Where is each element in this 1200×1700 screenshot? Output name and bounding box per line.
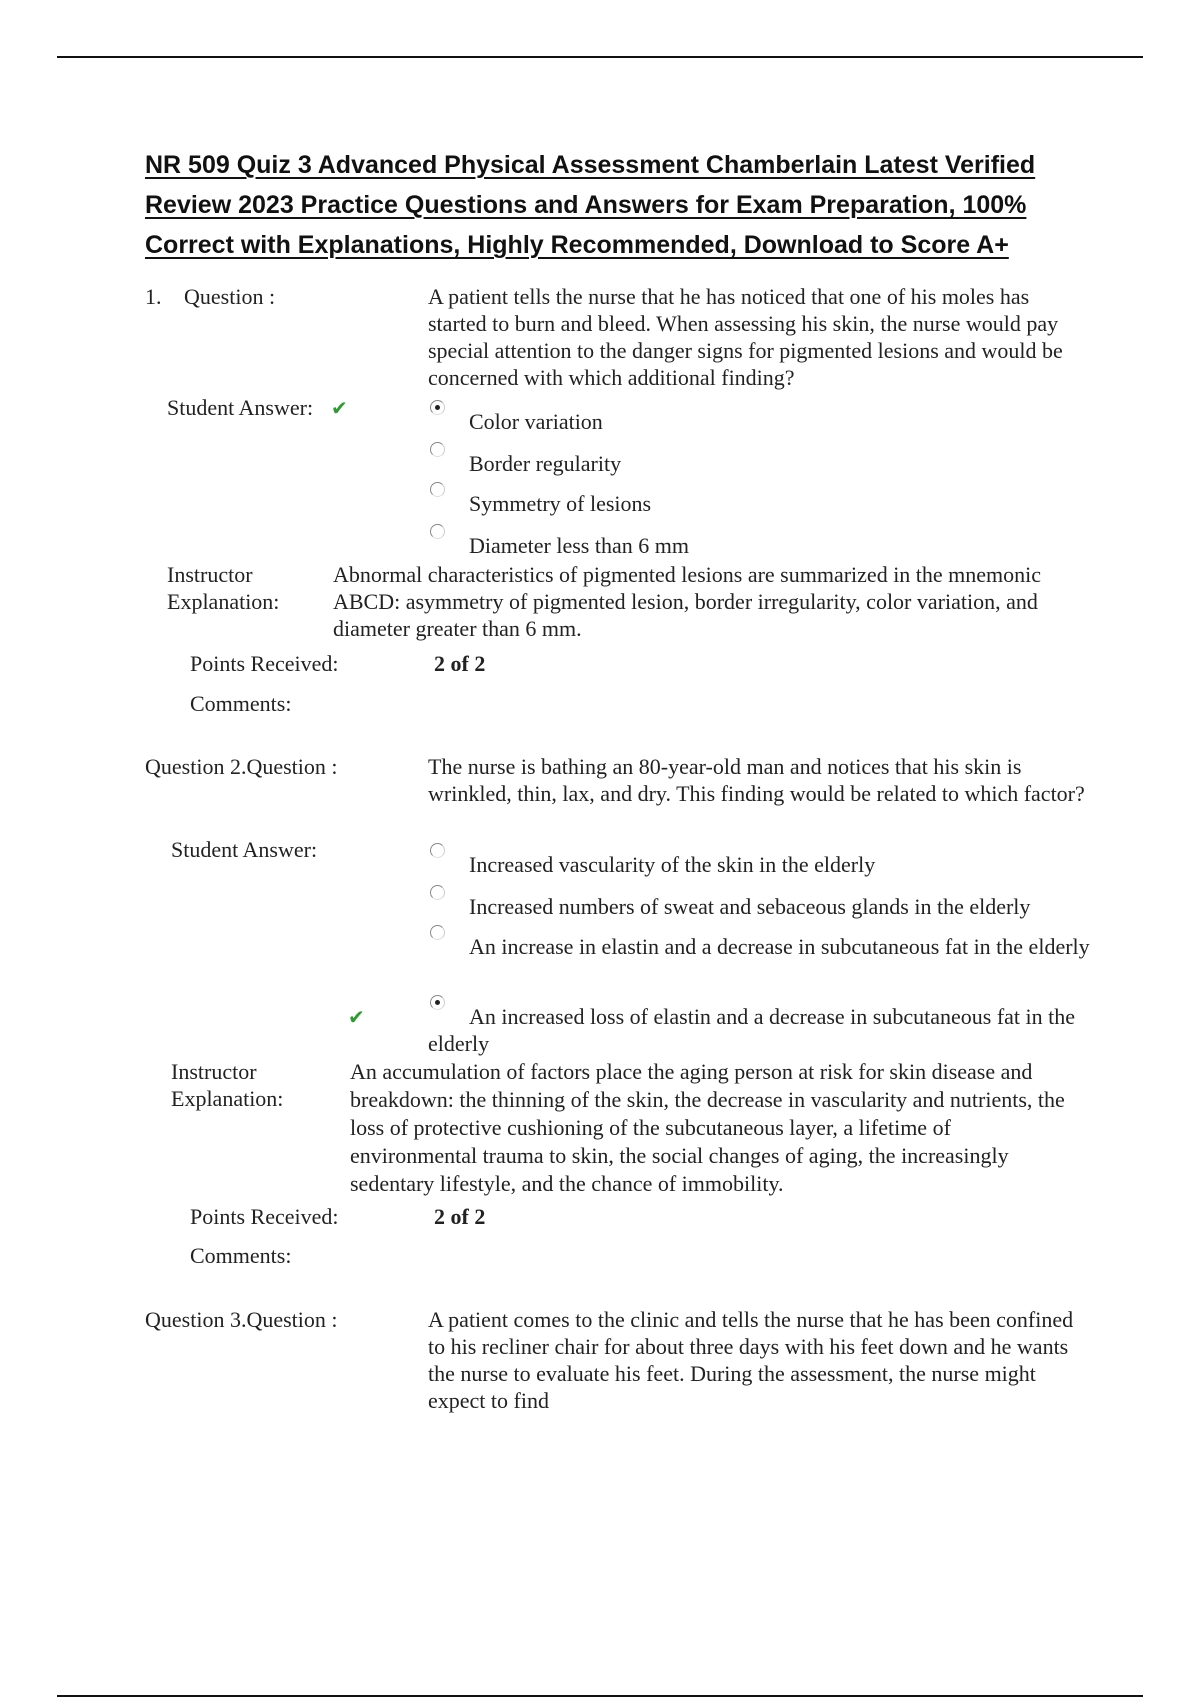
explanation-label: Explanation:	[171, 1086, 284, 1111]
q1-option-1-text: Color variation	[469, 409, 603, 434]
document-title	[145, 145, 1105, 265]
q2-label: Question 2.Question :	[145, 754, 338, 779]
q1-comments-label: Comments:	[190, 691, 292, 716]
q2-option-3-text: An increase in elastin and a decrease in subcutaneous fat in the elderly	[469, 934, 1090, 959]
explanation-label: Explanation:	[167, 589, 280, 614]
q2-option-4-text: An increased loss of elastin and a decrease in subcutaneous fat in the elderly	[428, 1004, 1076, 1056]
q2-explanation-text: An accumulation of factors place the aging person at risk for skin disease and breakdown: the thinning of the skin, the decrease in vascularity and nutrients, the loss of protective cushioning of the subcutaneous layer, a lifetime of environmental trauma to skin, the social changes of aging, the increasingly sedentary lifestyle, and the chance of immobility.	[350, 1059, 1065, 1196]
q2-option-2-text: Increased numbers of sweat and sebaceous glands in the elderly	[469, 894, 1031, 919]
radio-selected-icon[interactable]	[430, 400, 445, 415]
q1-points-label: Points Received:	[190, 651, 339, 676]
radio-icon[interactable]	[430, 482, 445, 497]
q2-points-value: 2 of 2	[434, 1204, 486, 1229]
title-line-3: Correct with Explanations, Highly Recommended, Download to Score A+	[145, 231, 1009, 259]
radio-icon[interactable]	[430, 843, 445, 858]
q1-explanation-text: Abnormal characteristics of pigmented lesions are summarized in the mnemonic ABCD: asymmetry of pigmented lesion, border irregularity, color variation, and diameter greater than 6 mm.	[333, 562, 1042, 641]
instructor-label: Instructor	[171, 1059, 257, 1084]
q1-option-2-text: Border regularity	[469, 451, 622, 476]
q2-option-1[interactable]	[428, 851, 1098, 878]
radio-selected-icon[interactable]	[430, 995, 445, 1010]
top-rule	[57, 56, 1143, 58]
q1-label: Question :	[184, 284, 276, 309]
q1-option-3[interactable]	[428, 490, 1098, 517]
q1-number: 1.	[145, 284, 162, 309]
radio-icon[interactable]	[430, 885, 445, 900]
q3-label: Question 3.Question :	[145, 1307, 338, 1332]
q1-instructor-label	[167, 561, 279, 615]
bottom-rule	[57, 1695, 1143, 1697]
radio-icon[interactable]	[430, 524, 445, 539]
q2-student-answer-label: Student Answer:	[171, 837, 318, 862]
q1-student-answer-label: Student Answer:	[167, 395, 314, 420]
q2-option-1-text: Increased vascularity of the skin in the elderly	[469, 852, 876, 877]
q1-points-value: 2 of 2	[434, 651, 486, 676]
q2-question-text: The nurse is bathing an 80-year-old man and notices that his skin is wrinkled, thin, lax, and dry. This finding would be related to which factor?	[428, 754, 1085, 806]
q1-option-2[interactable]	[428, 450, 1098, 477]
q1-option-1[interactable]	[428, 408, 1098, 435]
q2-correct-check-icon: ✔	[348, 1005, 365, 1029]
q2-option-4[interactable]	[428, 1003, 1098, 1057]
q2-option-3[interactable]	[428, 933, 1098, 960]
instructor-label: Instructor	[167, 562, 253, 587]
title-line-2: Review 2023 Practice Questions and Answers for Exam Preparation, 100%	[145, 191, 1027, 219]
q1-correct-check-icon: ✔	[331, 396, 348, 420]
q2-comments-label: Comments:	[190, 1243, 292, 1268]
q3-question-text: A patient comes to the clinic and tells the nurse that he has been confined to his recliner chair for about three days with his feet down and he wants the nurse to evaluate his feet. During the assessment, the nurse might expect to find	[428, 1307, 1074, 1413]
q1-option-4[interactable]	[428, 532, 1098, 559]
q1-option-3-text: Symmetry of lesions	[469, 491, 652, 516]
q2-instructor-label	[171, 1058, 283, 1112]
q1-question-text: A patient tells the nurse that he has noticed that one of his moles has started to burn and bleed. When assessing his skin, the nurse would pay special attention to the danger signs for pigmented lesions and would be concerned with which additional finding?	[428, 284, 1063, 390]
q1-option-4-text: Diameter less than 6 mm	[469, 533, 689, 558]
q2-points-label: Points Received:	[190, 1204, 339, 1229]
radio-icon[interactable]	[430, 442, 445, 457]
title-line-1: NR 509 Quiz 3 Advanced Physical Assessment Chamberlain Latest Verified	[145, 151, 1036, 179]
q2-option-2[interactable]	[428, 893, 1098, 920]
radio-icon[interactable]	[430, 925, 445, 940]
